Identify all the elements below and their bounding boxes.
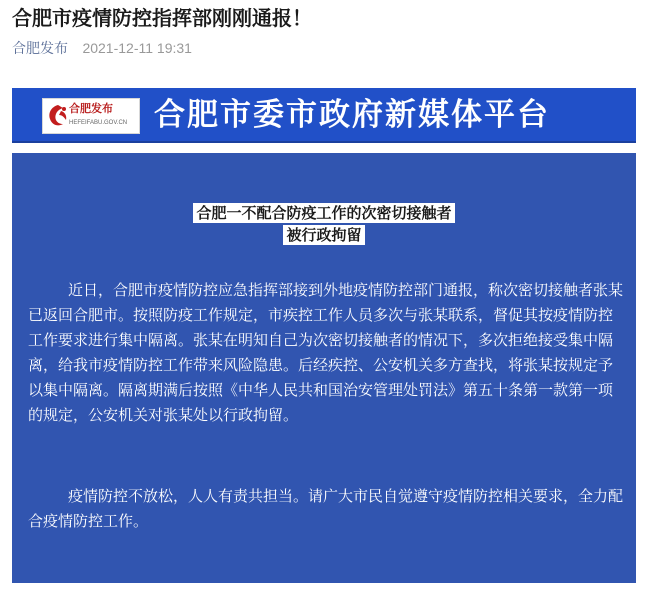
- notice-paragraph-1: 近日，合肥市疫情防控应急指挥部接到外地疫情防控部门通报，称次密切接触者张某已返回合肥市。按照防疫工作规定，市疾控工作人员多次与张某联系，督促其按疫情防控工作要求进行集中隔离。张某在明知自己为次密切接触者的情况下，多次拒绝接受集中隔离，给我市疫情防控工作带来风险隐患。后经疾控、公安机关多方查找，将张某按规定予以集中隔离。隔离期满后按照《中华人民共和国治安管理处罚法》第五十条第一款第一项的规定，公安机关对张某处以行政拘留。: [28, 281, 624, 424]
- account-name-link[interactable]: 合肥发布: [12, 41, 68, 57]
- logo-url: HEFEIFABU.GOV.CN: [69, 120, 128, 126]
- subheading-line-2: 被行政拘留: [283, 225, 364, 245]
- platform-banner: [12, 88, 636, 143]
- subheading-line-1: 合肥一不配合防疫工作的次密切接触者: [193, 203, 454, 223]
- publish-date: 2021-12-11 19:31: [82, 40, 192, 56]
- logo-name: 合肥发布: [69, 102, 113, 115]
- banner-title: 合肥市委市政府新媒体平台: [154, 97, 550, 133]
- notice-card: [12, 153, 636, 583]
- logo-mark-icon: [45, 103, 71, 129]
- article-title: 合肥市疫情防控指挥部刚刚通报！: [12, 6, 312, 30]
- hefei-fabu-logo: [42, 98, 140, 134]
- notice-paragraph-2: 疫情防控不放松，人人有责共担当。请广大市民自觉遵守疫情防控相关要求，全力配合疫情防控工作。: [28, 487, 624, 530]
- notice-subheading: [12, 202, 636, 246]
- article-meta: [12, 38, 192, 59]
